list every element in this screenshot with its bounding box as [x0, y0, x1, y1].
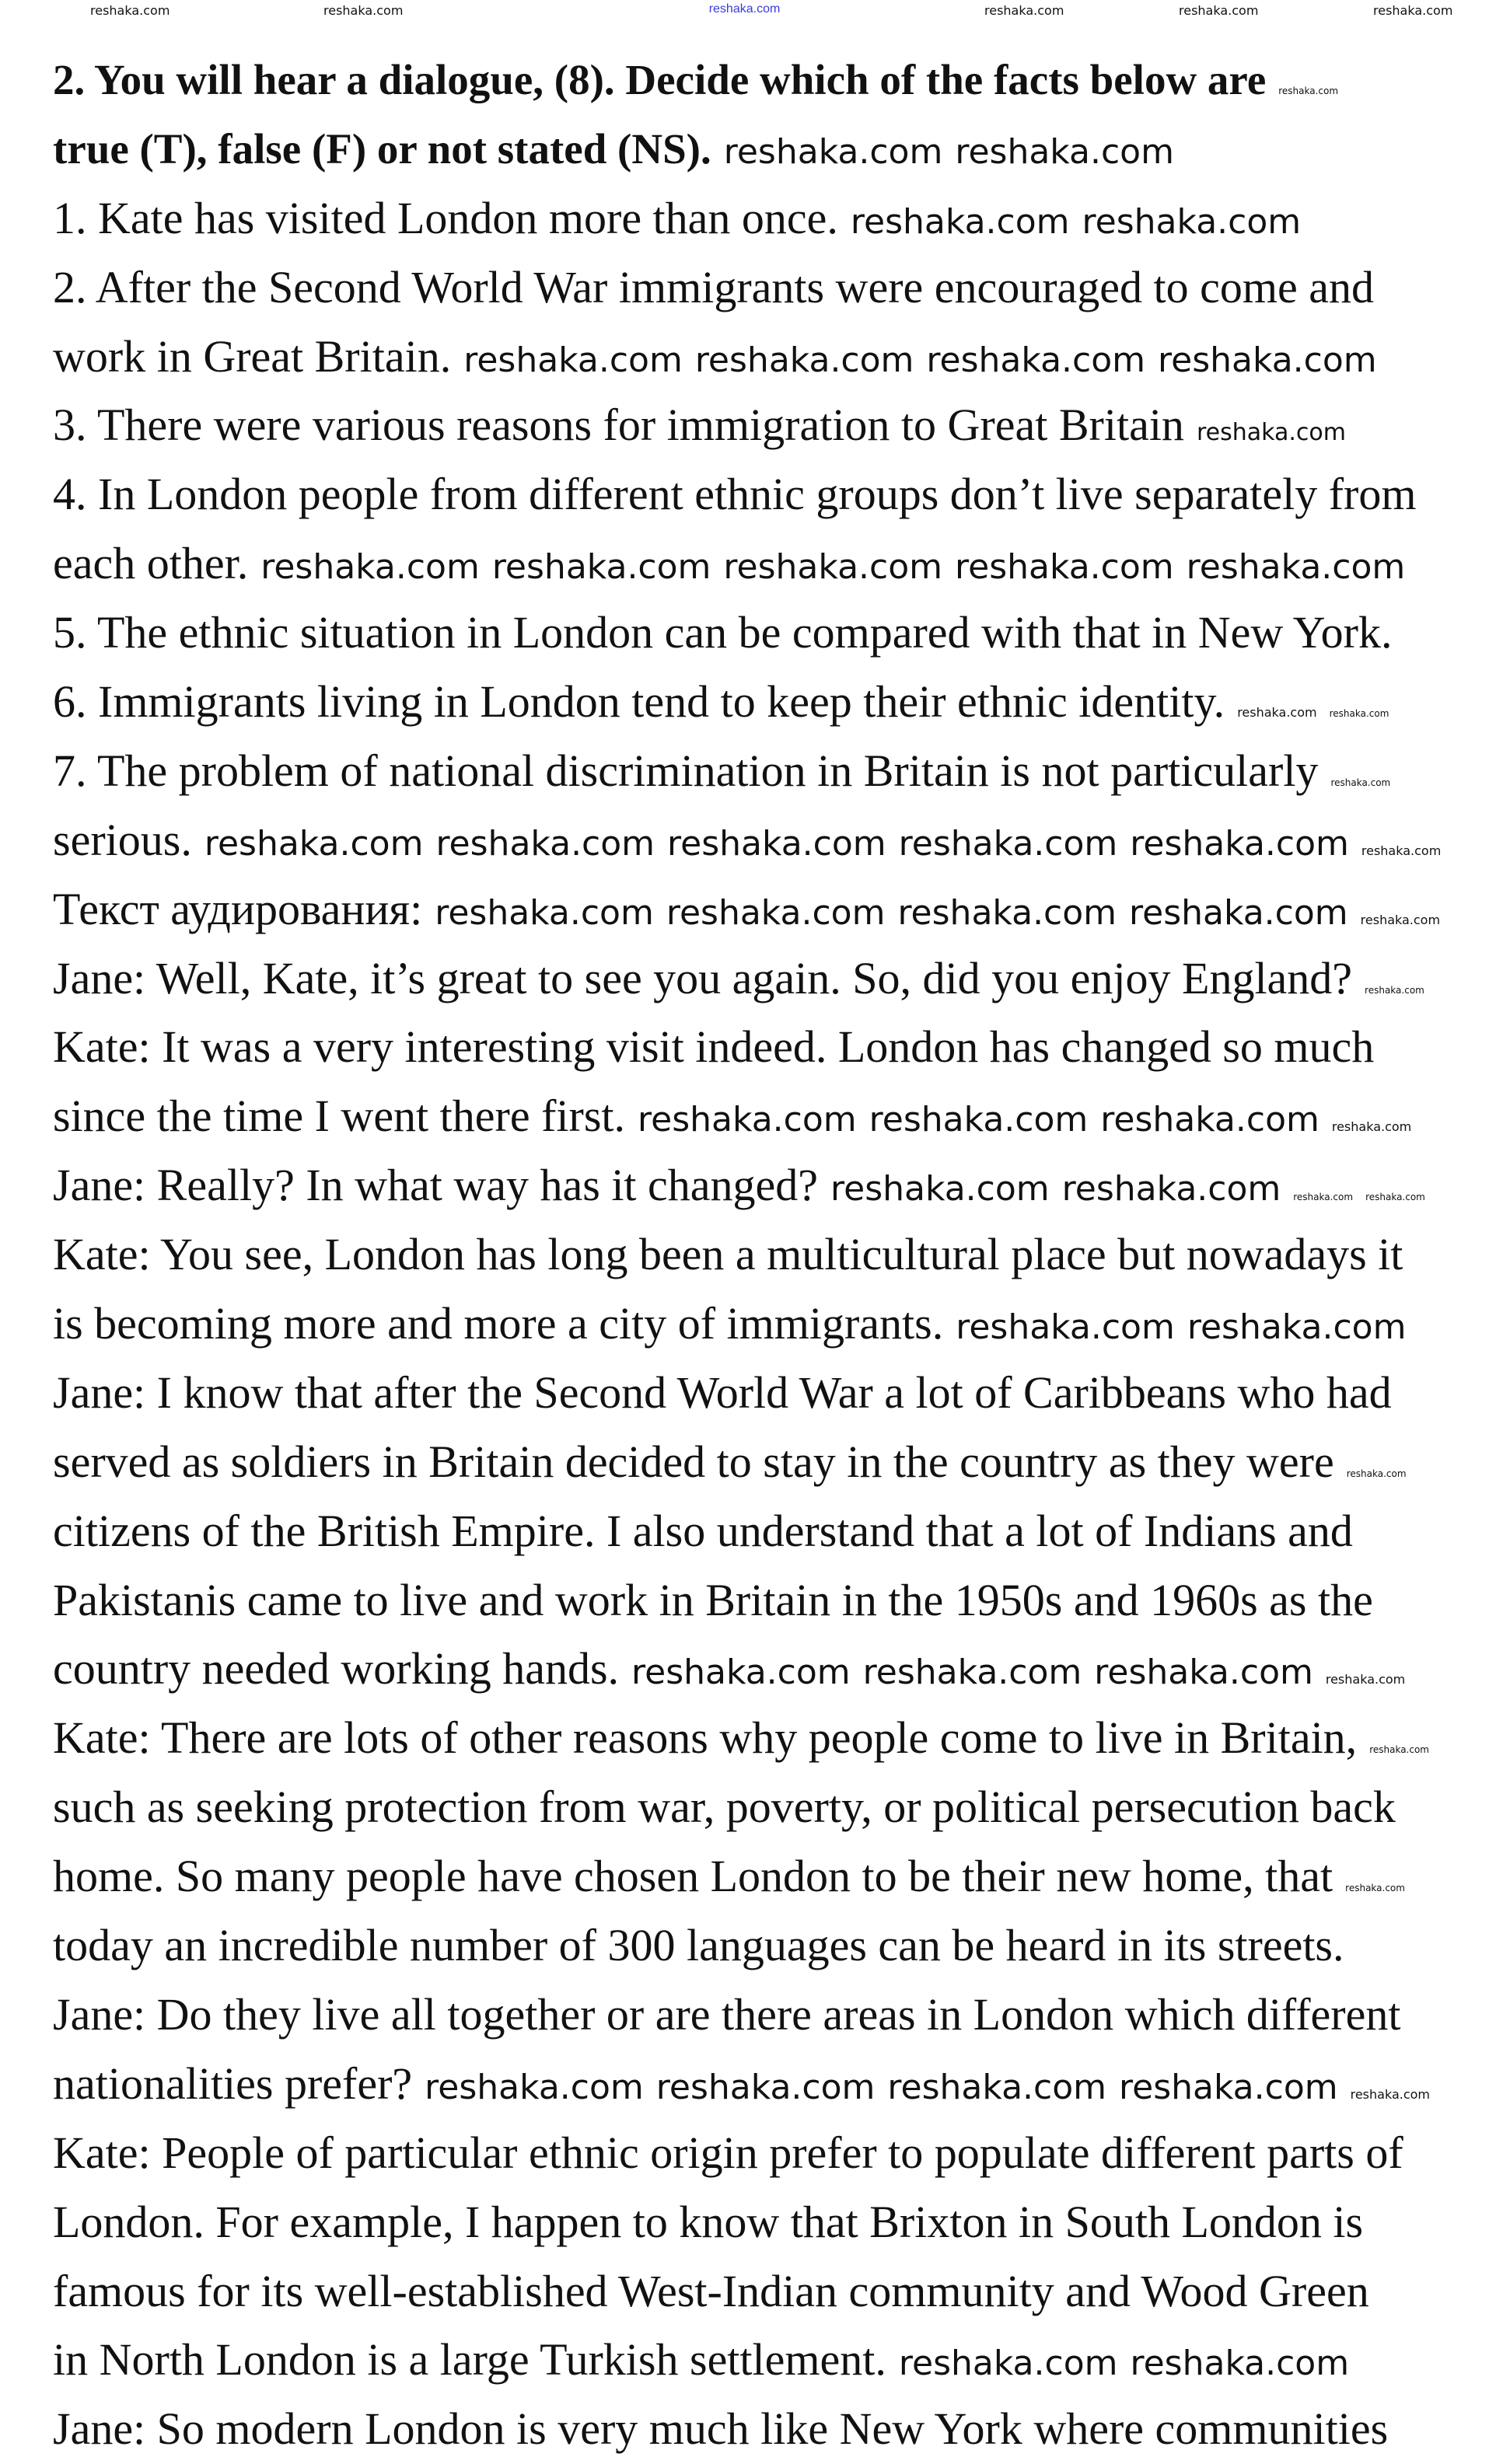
text-line — [53, 2119, 1489, 2188]
line-text: each other. — [53, 538, 249, 589]
text-line — [53, 391, 1489, 460]
text-line — [53, 1290, 1489, 1359]
watermark: reshaka.com — [425, 2067, 644, 2107]
watermark: reshaka.com — [631, 1653, 851, 1693]
line-text: Jane: Well, Kate, it’s great to see you again. So, did you enjoy England? — [53, 952, 1353, 1003]
watermark: reshaka.com — [1293, 1192, 1354, 1203]
watermark: reshaka.com — [435, 892, 654, 933]
line-text: today an incredible number of 300 languages can be heard in its streets. — [53, 1920, 1344, 1971]
line-text: 3. There were various reasons for immigration to Great Britain — [53, 400, 1184, 451]
text-line — [53, 806, 1489, 875]
line-text: Kate: You see, London has long been a multicultural place but nowadays it — [53, 1229, 1403, 1280]
line-text: Jane: Really? In what way has it changed? — [53, 1160, 819, 1211]
watermark: reshaka.com — [723, 131, 943, 172]
watermark: reshaka.com — [1329, 708, 1389, 720]
watermark: reshaka.com — [1361, 843, 1442, 858]
watermark: reshaka.com — [1237, 705, 1317, 721]
text-line — [53, 1981, 1489, 2050]
line-text: 6. Immigrants living in London tend to keep their ethnic identity. — [53, 676, 1225, 728]
watermark: reshaka.com — [1350, 2086, 1431, 2102]
watermark: reshaka.com — [1360, 912, 1441, 927]
task-heading-line — [53, 46, 1489, 115]
watermark: reshaka.com — [887, 2067, 1106, 2107]
watermark: reshaka.com — [638, 1100, 857, 1140]
watermark: reshaka.com — [1346, 1468, 1407, 1479]
watermark: reshaka.com — [323, 3, 404, 18]
watermark: reshaka.com — [898, 823, 1118, 864]
text-line — [53, 1151, 1489, 1220]
watermark: reshaka.com — [1196, 419, 1346, 447]
watermark: reshaka.com — [204, 823, 424, 864]
text-line — [53, 875, 1489, 944]
watermark: reshaka.com — [830, 1169, 1050, 1209]
line-text: country needed working hands. — [53, 1643, 620, 1694]
watermark: reshaka.com — [667, 823, 886, 864]
watermark: reshaka.com — [1094, 1653, 1313, 1693]
watermark: reshaka.com — [491, 547, 711, 588]
line-text: work in Great Britain. — [53, 330, 452, 382]
line-text: served as soldiers in Britain decided to stay in the country as they were — [53, 1436, 1334, 1487]
line-text: in North London is a large Turkish settlement. — [53, 2334, 886, 2385]
line-text: famous for its well-established West-Indian community and Wood Green — [53, 2265, 1369, 2316]
line-text: home. So many people have chosen London to be their new home, that — [53, 1851, 1333, 1902]
text-line — [53, 2326, 1489, 2395]
line-text: Текст аудирования: — [53, 883, 423, 934]
line-text: serious. — [53, 814, 192, 865]
task-heading-line — [53, 115, 1489, 184]
line-text: is becoming more and more a city of immigrants. — [53, 1298, 944, 1349]
line-text: Kate: It was a very interesting visit indeed. London has changed so much — [53, 1021, 1375, 1073]
watermark: reshaka.com — [1187, 1307, 1407, 1348]
text-line — [53, 1911, 1489, 1981]
watermark: reshaka.com — [850, 201, 1070, 242]
text-line — [53, 1773, 1489, 1842]
text-line — [53, 737, 1489, 806]
text-line — [53, 1013, 1489, 1082]
watermark: reshaka.com — [463, 340, 683, 380]
text-line — [53, 1704, 1489, 1773]
document-page — [53, 46, 1489, 2464]
watermark: reshaka.com — [926, 340, 1146, 380]
line-text: Kate: People of particular ethnic origin prefer to populate different parts of — [53, 2127, 1403, 2178]
text-line — [53, 529, 1489, 599]
watermark: reshaka.com — [1186, 547, 1406, 588]
watermark: reshaka.com — [1158, 340, 1377, 380]
line-text: Pakistanis came to live and work in Britain in the 1950s and 1960s as the — [53, 1574, 1373, 1625]
watermark: reshaka.com — [655, 2067, 876, 2107]
line-text: 2. You will hear a dialogue, (8). Decide which of the facts below are — [53, 56, 1267, 103]
text-line — [53, 1428, 1489, 1497]
line-text: 1. Kate has visited London more than once. — [53, 192, 838, 243]
watermark: reshaka.com — [1119, 2067, 1338, 2107]
watermark: reshaka.com — [956, 1307, 1175, 1348]
watermark: reshaka.com — [869, 1100, 1089, 1140]
text-line — [53, 2050, 1489, 2119]
watermark: reshaka.com — [666, 892, 886, 933]
text-line — [53, 1359, 1489, 1428]
watermark: reshaka.com — [1330, 777, 1391, 788]
text-line — [53, 1497, 1489, 1566]
line-text: 2. After the Second World War immigrants were encouraged to come and — [53, 261, 1374, 312]
watermark: reshaka.com — [1278, 86, 1339, 96]
text-line — [53, 184, 1489, 253]
watermark: reshaka.com — [955, 131, 1174, 172]
watermark: reshaka.com — [708, 2, 781, 16]
watermark: reshaka.com — [435, 823, 655, 864]
watermark: reshaka.com — [1345, 1883, 1405, 1894]
watermark: reshaka.com — [1373, 3, 1453, 18]
text-line — [53, 668, 1489, 737]
watermark: reshaka.com — [723, 547, 943, 588]
text-line — [53, 944, 1489, 1014]
line-text: such as seeking protection from war, poverty, or political persecution back — [53, 1782, 1396, 1833]
line-text: 5. The ethnic situation in London can be compared with that in New York. — [53, 607, 1393, 658]
watermark: reshaka.com — [897, 892, 1117, 933]
line-text: Jane: I know that after the Second World War a lot of Caribbeans who had — [53, 1366, 1392, 1418]
line-text: Jane: Do they live all together or are there areas in London which different — [53, 1988, 1401, 2040]
text-line — [53, 253, 1489, 323]
text-line — [53, 2188, 1489, 2257]
text-line — [53, 1082, 1489, 1151]
watermark: reshaka.com — [90, 3, 170, 18]
line-text: 7. The problem of national discrimination in Britain is not particularly — [53, 745, 1319, 796]
watermark: reshaka.com — [1365, 984, 1424, 996]
text-line — [53, 1842, 1489, 1911]
text-line — [53, 1635, 1489, 1704]
line-text: Jane: So modern London is very much like New York where communities — [53, 2403, 1389, 2455]
watermark: reshaka.com — [1325, 1672, 1406, 1687]
text-line — [53, 2395, 1489, 2464]
watermark: reshaka.com — [1129, 892, 1348, 933]
watermark: reshaka.com — [955, 547, 1174, 588]
watermark: reshaka.com — [1130, 823, 1349, 864]
watermark: reshaka.com — [1369, 1744, 1429, 1756]
text-line — [53, 599, 1489, 668]
line-text: citizens of the British Empire. I also understand that a lot of Indians and — [53, 1505, 1353, 1556]
watermark: reshaka.com — [1082, 201, 1302, 242]
line-text: Kate: There are lots of other reasons why people come to live in Britain, — [53, 1712, 1358, 1764]
watermark: reshaka.com — [1365, 1192, 1425, 1203]
watermark: reshaka.com — [260, 547, 480, 588]
text-line — [53, 2257, 1489, 2326]
watermark: reshaka.com — [984, 3, 1064, 18]
top-watermark-band — [0, 3, 1489, 34]
watermark: reshaka.com — [1130, 2344, 1350, 2384]
watermark: reshaka.com — [1061, 1169, 1281, 1209]
watermark: reshaka.com — [862, 1653, 1082, 1693]
line-text: since the time I went there first. — [53, 1091, 626, 1142]
watermark: reshaka.com — [694, 340, 914, 380]
text-line — [53, 460, 1489, 529]
line-text: London. For example, I happen to know that Brixton in South London is — [53, 2196, 1364, 2247]
watermark: reshaka.com — [1179, 3, 1259, 18]
watermark: reshaka.com — [1331, 1119, 1412, 1135]
watermark: reshaka.com — [1100, 1100, 1319, 1140]
line-text: true (T), false (F) or not stated (NS). — [53, 124, 711, 173]
line-text: 4. In London people from different ethnic groups don’t live separately from — [53, 469, 1417, 520]
text-line — [53, 1566, 1489, 1635]
line-text: nationalities prefer? — [53, 2057, 413, 2109]
text-line — [53, 323, 1489, 392]
watermark: reshaka.com — [898, 2344, 1118, 2384]
text-line — [53, 1220, 1489, 1290]
